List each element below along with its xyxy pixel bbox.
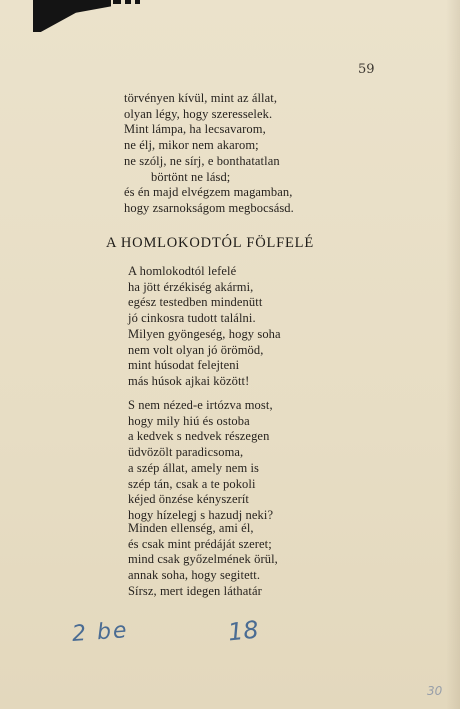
stanza-3 bbox=[128, 521, 278, 600]
corner-binding-mark bbox=[33, 0, 111, 32]
poem-continuation bbox=[124, 91, 294, 217]
poem-line: Sírsz, mert idegen láthatár bbox=[128, 583, 262, 598]
poem-line: törvényen kívül, mint az állat, bbox=[124, 91, 278, 105]
poem-line: más húsok ajkai között! bbox=[128, 373, 250, 388]
poem-line: Milyen gyöngeség, hogy soha bbox=[128, 326, 281, 341]
poem-line: Minden ellenség, ami él, bbox=[128, 521, 254, 535]
poem-line: nem volt olyan jó örömöd, bbox=[128, 342, 264, 357]
poem-line: mind csak győzelmének örül, bbox=[128, 552, 278, 567]
poem-line: szép tán, csak a te pokoli bbox=[128, 476, 256, 491]
poem-line: ne élj, mikor nem akarom; bbox=[124, 138, 259, 153]
poem-line: kéjed önzése kényszerít bbox=[128, 492, 249, 507]
poem-line: üdvözölt paradicsoma, bbox=[128, 445, 244, 460]
poem-line: ne szólj, ne sírj, e bonthatatlan bbox=[124, 153, 280, 168]
poem-line: Mint lámpa, ha lecsavarom, bbox=[124, 122, 266, 137]
poem-line: a szép állat, amely nem is bbox=[128, 460, 260, 475]
poem-line: mint húsodat felejteni bbox=[128, 358, 240, 373]
poem-title: A HOMLOKODTÓL FÖLFELÉ bbox=[106, 235, 314, 251]
poem-line: egész testedben mindenütt bbox=[128, 295, 263, 310]
handwritten-note-left: 2 be bbox=[71, 618, 130, 647]
stanza-1 bbox=[128, 264, 281, 390]
poem-line: hogy hízelegj s hazudj neki? bbox=[128, 507, 274, 522]
poem-line: annak soha, hogy segitett. bbox=[128, 568, 261, 583]
poem-line: jó cinkosra tudott találni. bbox=[128, 311, 256, 326]
poem-line: és én majd elvégzem magamban, bbox=[124, 185, 293, 200]
handwritten-note-corner: 30 bbox=[427, 684, 443, 698]
corner-tick-marks bbox=[113, 0, 143, 4]
poem-line: S nem nézed-e irtózva most, bbox=[128, 398, 273, 412]
poem-line: hogy mily hiú és ostoba bbox=[128, 413, 250, 428]
poem-line: A homlokodtól lefelé bbox=[128, 264, 237, 278]
stanza-2 bbox=[128, 398, 273, 524]
poem-line: és csak mint prédáját szeret; bbox=[128, 536, 272, 551]
poem-line-indented: börtönt ne lásd; bbox=[151, 169, 231, 184]
poem-line: olyan légy, hogy szeresselek. bbox=[124, 106, 273, 121]
handwritten-note-center: 18 bbox=[226, 615, 260, 647]
page-number: 59 bbox=[358, 62, 375, 77]
poem-line: a kedvek s nedvek részegen bbox=[128, 429, 270, 444]
poem-line: ha jött érzékiség akármi, bbox=[128, 279, 254, 294]
poem-line: hogy zsarnokságom megbocsásd. bbox=[124, 200, 294, 215]
